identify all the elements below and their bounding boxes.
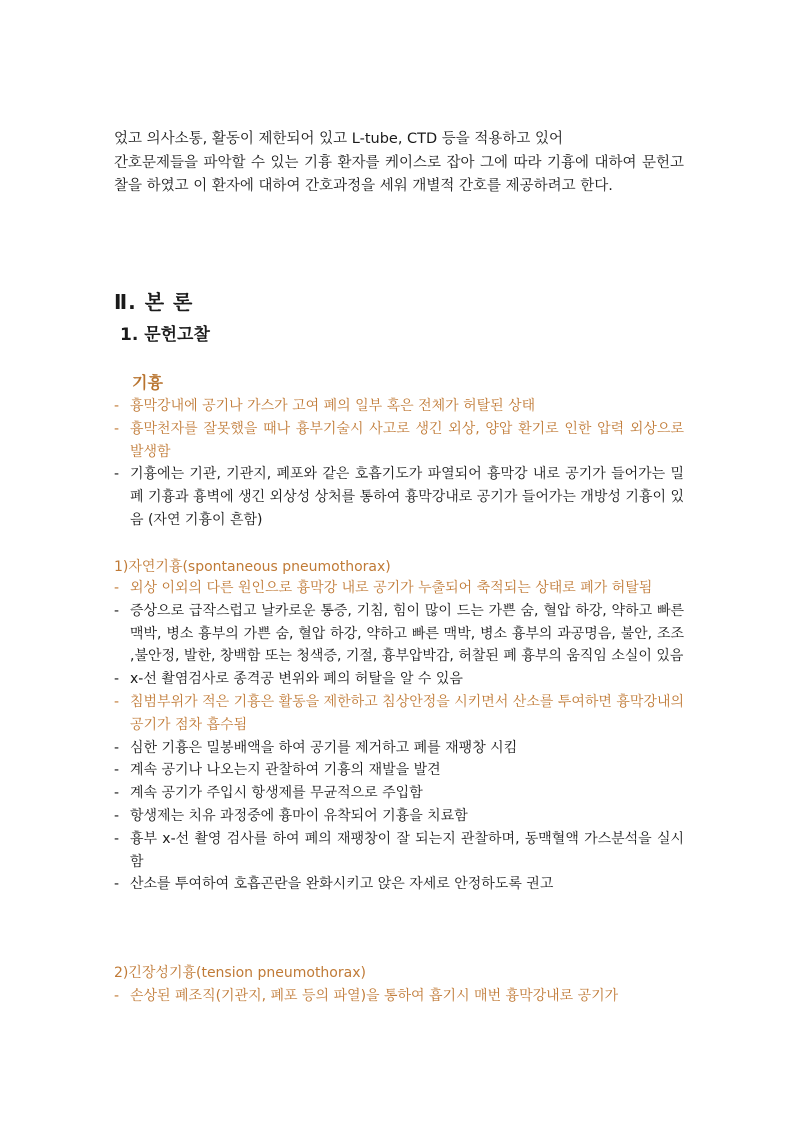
list-item-text: 흉부 x-선 촬영 검사를 하여 폐의 재팽창이 잘 되는지 관찰하며, 동맥혈액 가스분석을 실시함 [130, 830, 684, 870]
list-item-text: 기흉에는 기관, 기관지, 폐포와 같은 호흡기도가 파열되어 흉막강 내로 공기가 들어가는 밀폐 기흉과 흉벽에 생긴 외상성 상처를 통하여 흉막강내로 공기가 들어가는 개방성 기흉이 있음 (자연 기흉이 흔함) [130, 466, 684, 528]
bullet-dash: - [114, 671, 120, 688]
list-item [114, 828, 684, 874]
list-item-text: 항생제는 치유 과정중에 흉마이 유착되어 기흉을 치료함 [130, 807, 468, 824]
bullet-dash: - [114, 602, 120, 619]
tension-label: 2)긴장성기흉(tension pneumothorax) [114, 965, 366, 981]
list-item [114, 463, 684, 531]
bullet-dash: - [114, 398, 120, 414]
list-item [114, 805, 684, 828]
list-item-text: 심한 기흉은 밀봉배액을 하여 공기를 제거하고 폐를 재팽창 시킴 [130, 739, 518, 756]
intro-paragraph [114, 128, 684, 199]
list-item-text: 침범부위가 적은 기흉은 활동을 제한하고 침상안정을 시키면서 산소를 투여하면 흉막강내의 공기가 점차 흡수됨 [130, 693, 684, 733]
bullet-dash: - [114, 830, 120, 847]
bullet-dash: - [114, 420, 120, 437]
intro-line: 간호문제들을 파악할 수 있는 기흉 환자를 케이스로 잡아 그에 따라 기흉에 대하여 문헌고찰을 하였고 이 환자에 대하여 간호과정을 세워 개별적 간호를 제공하려고 한다. [114, 154, 684, 194]
bullet-dash: - [114, 785, 120, 802]
list-item-text: 손상된 폐조직(기관지, 폐포 등의 파열)을 통하여 흡기시 매번 흉막강내로 공기가 [130, 988, 619, 1004]
bullet-dash: - [114, 466, 120, 483]
bullet-dash: - [114, 876, 120, 893]
list-item-text: 증상으로 급작스럽고 날카로운 통증, 기침, 힘이 많이 드는 가쁜 숨, 혈압 하강, 약하고 빠른 맥박, 병소 흉부의 가쁜 숨, 혈압 하강, 약하고 빠른 맥박, 병소 흉부의 과공명음, 불안, 조조 ,불안정, 발한, 창백함 또는 청색증, 기절, 흉부압박감, 허찰된 폐 흉부의 움직임 소실이 있음 [130, 602, 684, 665]
bullet-dash: - [114, 762, 120, 779]
list-item [114, 759, 684, 782]
bullet-dash: - [114, 693, 120, 710]
list-item [114, 782, 684, 805]
list-item [114, 873, 684, 896]
subsection-heading: 1. 문헌고찰 [120, 325, 210, 345]
spontaneous-label: 1)자연기흉(spontaneous pneumothorax) [114, 559, 391, 575]
list-item [114, 600, 684, 668]
intro-line: 었고 의사소통, 활동이 제한되어 있고 L-tube, CTD 등을 적용하고 있어 [114, 131, 564, 147]
bullet-dash: - [114, 807, 120, 824]
list-item-text: 외상 이외의 다른 원인으로 흉막강 내로 공기가 누출되어 축적되는 상태로 폐가 허탈됨 [130, 580, 653, 596]
list-item [114, 985, 684, 1008]
bullet-dash: - [114, 988, 120, 1004]
topic-heading: 기흉 [132, 373, 163, 392]
list-item [114, 668, 684, 691]
spontaneous-list [114, 577, 684, 896]
section-heading: Ⅱ. 본 론 [114, 290, 194, 314]
list-item-text: 흉막천자를 잘못했을 때나 흉부기술시 사고로 생긴 외상, 양압 환기로 인한 압력 외상으로 발생함 [130, 420, 684, 460]
list-item [114, 577, 684, 600]
list-item-text: 계속 공기나 나오는지 관찰하여 기흉의 재발을 발견 [130, 762, 441, 779]
tension-list [114, 985, 684, 1008]
list-item-text: x-선 촬염검사로 종격공 변위와 폐의 허탈을 알 수 있음 [130, 671, 463, 688]
bullet-dash: - [114, 739, 120, 756]
list-item [114, 691, 684, 737]
list-item-text: 산소를 투여하여 호흡곤란을 완화시키고 앉은 자세로 안정하도록 권고 [130, 876, 554, 893]
list-item-text: 계속 공기가 주입시 항생제를 무균적으로 주입함 [130, 785, 423, 802]
bullet-dash: - [114, 580, 120, 596]
list-item [114, 737, 684, 760]
pneumothorax-list [114, 395, 684, 532]
list-item [114, 395, 684, 418]
list-item-text: 흉막강내에 공기나 가스가 고여 폐의 일부 혹은 전체가 허탈된 상태 [130, 398, 536, 414]
list-item [114, 418, 684, 464]
